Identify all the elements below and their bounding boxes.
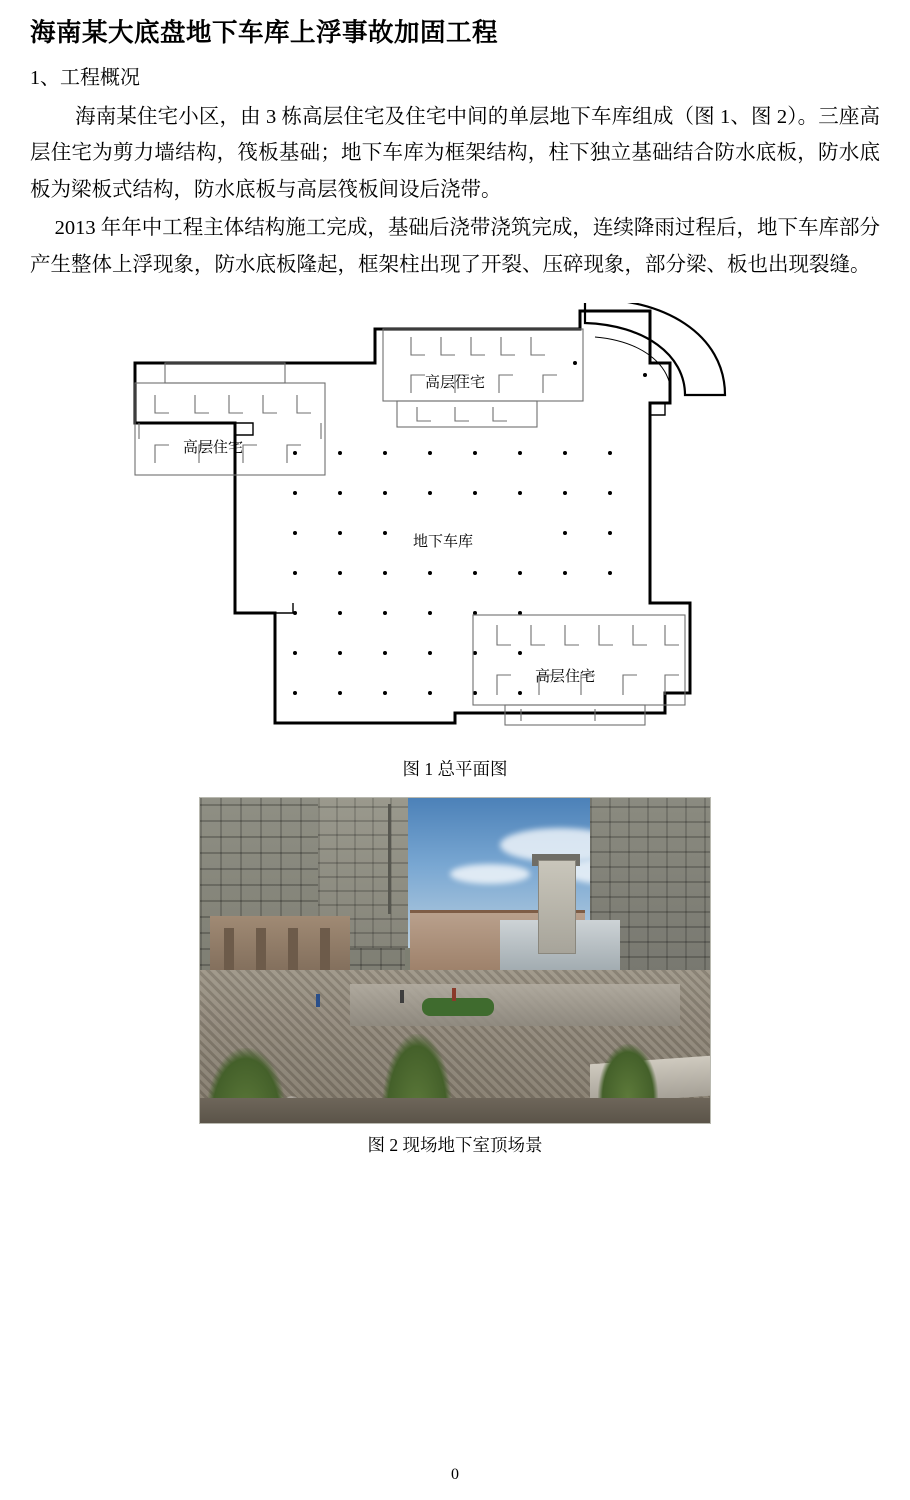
section-heading: 1、工程概况 [30, 66, 140, 89]
photo-grass-clump [598, 1044, 658, 1098]
photo-foreground-kerb [200, 1098, 710, 1123]
site-plan-svg [125, 303, 785, 748]
figure-2-caption: 图 2 现场地下室顶场景 [367, 1135, 543, 1156]
figure-1-drawing [125, 303, 785, 748]
plan-details [235, 403, 665, 613]
photo-crane-mast [388, 804, 391, 914]
photo-cloud [450, 864, 530, 884]
figure-1 [30, 303, 880, 748]
photo-worker [400, 990, 404, 1003]
garage-outline [135, 311, 690, 723]
plan-label-house-left: 高层住宅 [183, 439, 244, 457]
plan-label-house-bottom: 高层住宅 [535, 668, 596, 686]
photo-worker [316, 994, 320, 1007]
plan-label-garage: 地下车库 [413, 533, 474, 551]
plan-label-house-top: 高层住宅 [425, 374, 486, 392]
page-title: 海南某大底盘地下车库上浮事故加固工程 [30, 19, 499, 47]
paragraph-incident: 2013 年年中工程主体结构施工完成，基础后浇带浇筑完成，连续降雨过程后，地下车库部分产生整体上浮现象，防水底板隆起，框架柱出现了开裂、压碎现象，部分梁、板也出现裂缝。 [30, 217, 880, 276]
figure-1-caption: 图 1 总平面图 [402, 759, 508, 780]
tower-left-plan [135, 363, 325, 475]
figure-2 [30, 797, 880, 1124]
photo-green-material-pile [422, 998, 494, 1016]
column-grid [293, 361, 647, 695]
page-number: 0 [451, 1466, 459, 1483]
site-photo [199, 797, 711, 1124]
photo-tower [538, 860, 576, 954]
photo-worker [452, 988, 456, 1001]
ramp-curve [585, 303, 725, 395]
paragraph-overview: 海南某住宅小区，由 3 栋高层住宅及住宅中间的单层地下车库组成（图 1、图 2）。三座高层住宅为剪力墙结构，筏板基础；地下车库为框架结构，柱下独立基础结合防水底板，防水底板为梁板式结构，防水底板与高层筏板间设后浇带。 [30, 105, 880, 201]
